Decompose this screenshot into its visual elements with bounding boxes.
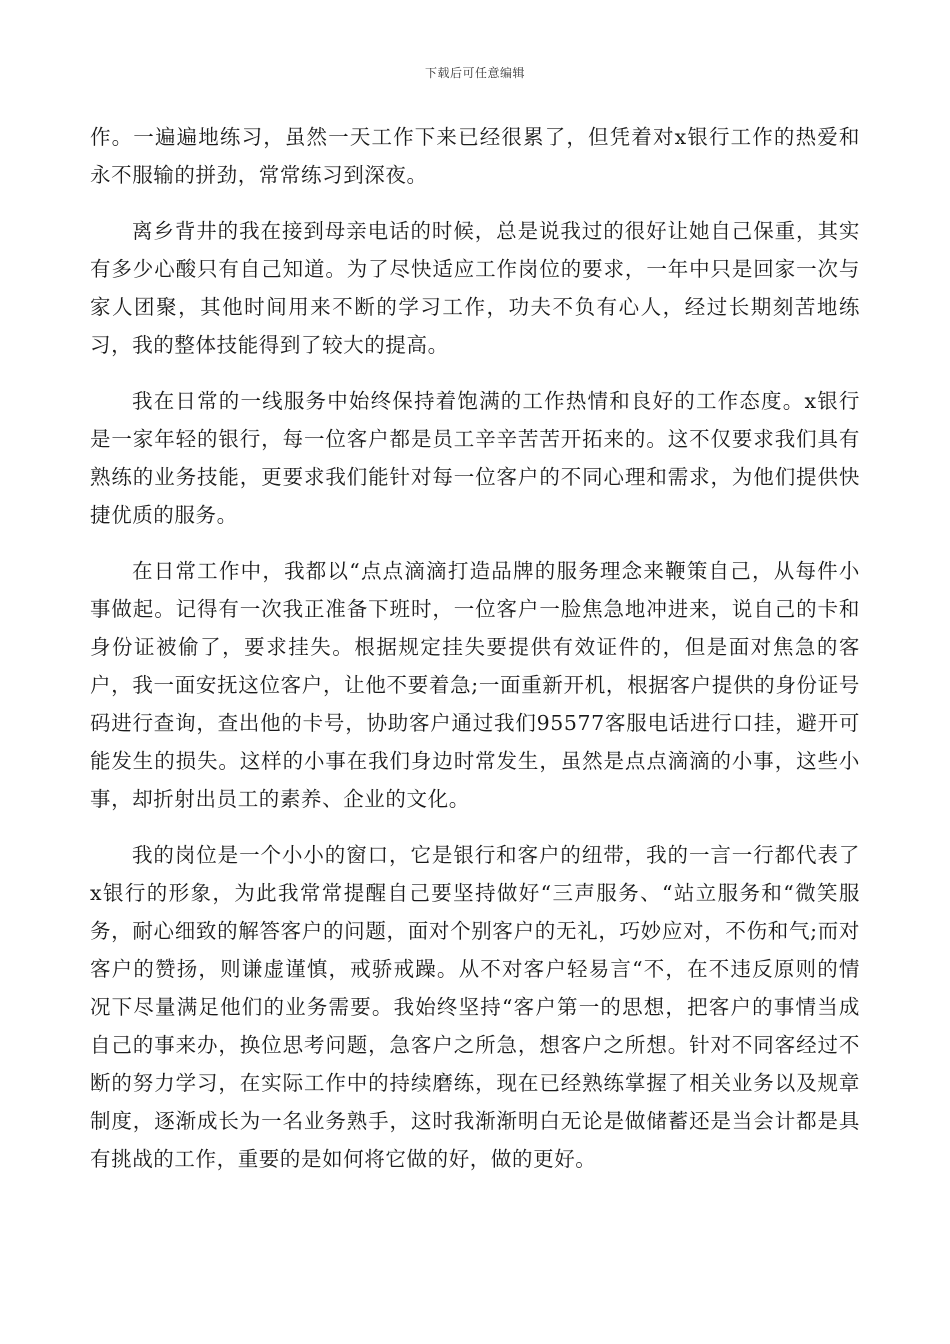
paragraph: 离乡背井的我在接到母亲电话的时候，总是说我过的很好让她自己保重，其实有多少心酸只有自己知道。为了尽快适应工作岗位的要求，一年中只是回家一次与家人团聚，其他时间用来不断的学习工作，功夫不负有心人，经过长期刻苦地练习，我的整体技能得到了较大的提高。 xyxy=(90,219,860,357)
paragraph: 在日常工作中，我都以“点点滴滴打造品牌的服务理念来鞭策自己，从每件小事做起。记得有一次我正准备下班时，一位客户一脸焦急地冲进来，说自己的卡和身份证被偷了，要求挂失。根据规定挂失要提供有效证件的，但是面对焦急的客户，我一面安抚这位客户，让他不要着急;一面重新开机，根据客户提供的身份证号码进行查询，查出他的卡号，协助客户通过我们95577客服电话进行口挂，避开可能发生的损失。这样的小事在我们身边时常发生，虽然是点点滴滴的小事，这些小事，却折射出员工的素养、企业的文化。 xyxy=(90,559,860,811)
page-header: 下载后可任意编辑 xyxy=(424,66,525,80)
document-body xyxy=(90,118,860,1178)
paragraph: 作。一遍遍地练习，虽然一天工作下来已经很累了，但凭着对x银行工作的热爱和永不服输的拼劲，常常练习到深夜。 xyxy=(90,125,860,187)
paragraph: 我在日常的一线服务中始终保持着饱满的工作热情和良好的工作态度。x银行是一家年轻的银行，每一位客户都是员工辛辛苦苦开拓来的。这不仅要求我们具有熟练的业务技能，更要求我们能针对每一位客户的不同心理和需求，为他们提供快捷优质的服务。 xyxy=(90,389,860,527)
paragraph: 我的岗位是一个小小的窗口，它是银行和客户的纽带，我的一言一行都代表了x银行的形象，为此我常常提醒自己要坚持做好“三声服务、“站立服务和“微笑服务，耐心细致的解答客户的问题，面对个别客户的无礼，巧妙应对，不伤和气;而对客户的赞扬，则谦虚谨慎，戒骄戒躁。从不对客户轻易言“不，在不违反原则的情况下尽量满足他们的业务需要。我始终坚持“客户第一的思想，把客户的事情当成自己的事来办，换位思考问题，急客户之所急，想客户之所想。针对不同客经过不断的努力学习，在实际工作中的持续磨练，现在已经熟练掌握了相关业务以及规章制度，逐渐成长为一名业务熟手，这时我渐渐明白无论是做储蓄还是当会计都是具有挑战的工作，重要的是如何将它做的好，做的更好。 xyxy=(90,843,860,1171)
